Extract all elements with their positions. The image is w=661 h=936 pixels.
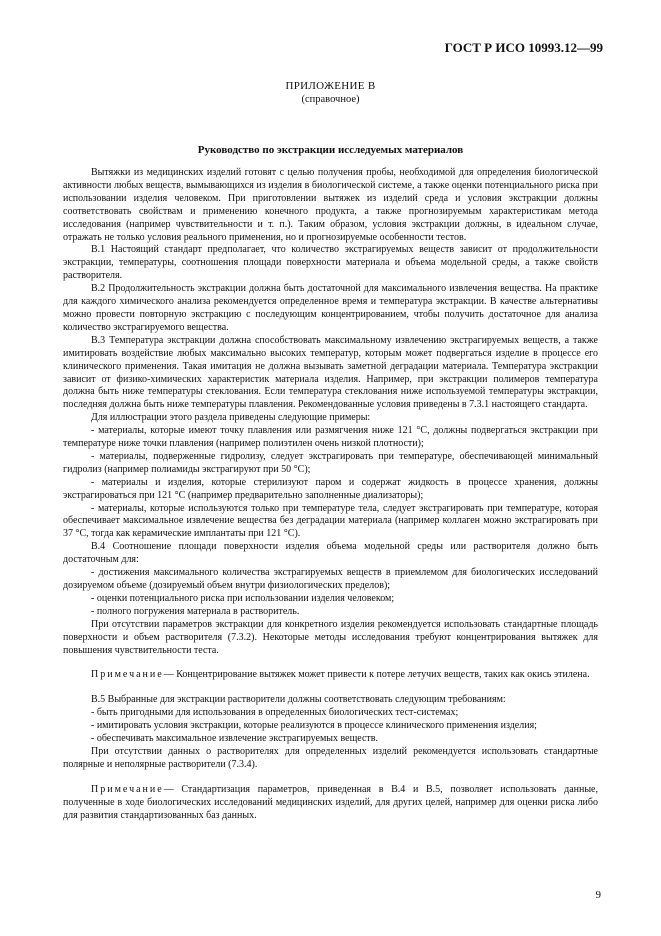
list-item: - материалы, которые используются только при температуре тела, следует экстрагировать при температуре, которая обеспечивает максимальное извлечение вещества без деградации материала (например коллаген можно экстрагировать при 37 °С, тогда как керамические имплантаты при 121 °С). [63, 502, 598, 540]
list-item: - полного погружения материала в растворитель. [91, 605, 300, 617]
list-item: - материалы и изделия, которые стерилизуют паром и содержат жидкость в процессе хранения, должны экстрагироваться при 121 °С (например предварительно заполненные диализаторы); [63, 476, 598, 501]
page-number: 9 [595, 889, 601, 901]
list-item: - достижения максимального количества экстрагируемых веществ в приемлемом для биологических исследований дозируемом объеме (дозируемый объем внутри физиологических пределов); [63, 567, 598, 591]
paragraph-b2: В.2 Продолжительность экстракции должна быть достаточной для максимального извлечения вещества. На практике для каждого химического анализа рекомендуется определенное время и температура экстракции. В качестве альтернативы можно провести повторную экстракцию с последующим концентрированием, чтобы получить достаточное для анализа количество экстрагируемого вещества. [63, 283, 598, 333]
standard-header: ГОСТ Р ИСО 10993.12—99 [444, 40, 603, 55]
list-item: - имитировать условия экстракции, которые реализуются в процессе клинического применения изделия; [91, 720, 537, 732]
paragraph-b4: В.4 Соотношение площади поверхности изделия объема модельной среды или растворителя должно быть достаточным для: [63, 541, 598, 566]
appendix-title: ПРИЛОЖЕНИЕ В [285, 80, 376, 92]
list-item: - быть пригодными для использования в определенных биологических тест-системах; [91, 707, 459, 719]
note-1 [63, 669, 598, 682]
note-label: Примечание [91, 669, 164, 681]
list-item: - оценки потенциального риска при использовании изделия человеком; [91, 592, 395, 604]
paragraph-b1: В.1 Настоящий стандарт предполагает, что количество экстрагируемых веществ зависит от продолжительности экстракции, температуры, соотношения площади поверхности материала и объема модельной среды, а также свойств растворителя. [63, 244, 598, 282]
document-body [63, 167, 598, 835]
list-item: - материалы, которые имеют точку плавления или размягчения ниже 121 °С, должны подвергаться экстракции при температуре ниже точки плавления (например полиэтилен очень низкой плотности); [63, 425, 598, 450]
paragraph-intro: Вытяжки из медицинских изделий готовят с целью получения пробы, необходимой для определения биологической активности любых веществ, вымывающихся из изделия в биологической системе, а также оценки потенциального риска при использовании изделия человеком. При приготовлении вытяжек из изделий среда и условия экстракции должны соответствовать свойствам и применению конечного продукта, а также прогнозируемым характеристикам метода исследования (например чувствительности и т. п.). Таким образом, условия экстракции должны, в идеальном случае, отражать не только условия реального применения, но и прогнозируемые особенности тестов. [63, 167, 598, 243]
appendix-subtitle: (справочное) [301, 94, 360, 105]
note-text: — Концентрирование вытяжек может привести к потере летучих веществ, таких как окись этилена. [163, 669, 590, 681]
note-2 [63, 784, 598, 823]
note-text: — Стандартизация параметров, приведенная в В.4 и В.5, позволяет использовать данные, полученные в ходе биологических исследований медицинских изделий, для других целей, например для оценки риска либо для развития стандартизованных баз данных. [63, 783, 598, 821]
paragraph-b5: В.5 Выбранные для экстракции растворители должны соответствовать следующим требованиям: [91, 694, 506, 706]
paragraph-examples-intro: Для иллюстрации этого раздела приведены следующие примеры: [91, 412, 371, 424]
note-label: Примечание [91, 783, 164, 795]
section-title: Руководство по экстракции исследуемых материалов [197, 144, 464, 156]
list-item: - материалы, подверженные гидролизу, следует экстрагировать при температуре, обеспечивающей минимальный гидролиз (например полиамиды экстрагируют при 50 °С); [63, 450, 598, 475]
paragraph-no-params: При отсутствии параметров экстракции для конкретного изделия рекомендуется использовать стандартные площадь поверхности и объем растворителя (7.3.2). Некоторые методы исследования требуют концентрирования вытяжек для повышения чувствительности теста. [63, 618, 598, 656]
paragraph-b3: В.3 Температура экстракции должна способствовать максимальному извлечению экстрагируемых веществ, а также имитировать воздействие любых максимально высоких температур, которым может подвергаться изделие в процессе его клинического применения. Такая имитация не должна вызывать заметной деградации материала. Температура экстракции зависит от физико-химических характеристик материала изделия. Например, при экстракции полимеров температура должна быть ниже температуры стеклования. Если температура стеклования ниже используемой температуры экстракции, последняя должна быть ниже температуры плавления. Рекомендованные условия приведены в 7.3.1 настоящего стандарта. [63, 334, 598, 411]
paragraph-solvents: При отсутствии данных о растворителях для определенных изделий рекомендуется использовать стандартные полярные и неполярные растворители (7.3.4). [63, 745, 598, 770]
list-item: - обеспечивать максимальное извлечение экстрагируемых веществ. [91, 733, 379, 745]
